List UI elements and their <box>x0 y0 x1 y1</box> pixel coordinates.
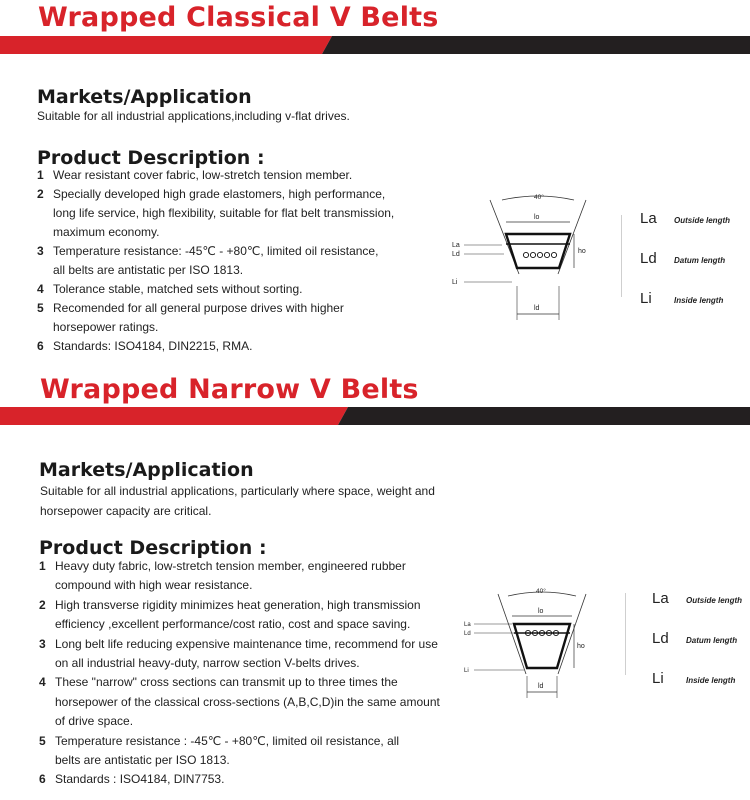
angle-label: 40° <box>536 588 546 595</box>
item-text: These "narrow" cross sections can transmit up to three times the horsepower of the classical cross-sections (A,B,C,D)in the same amount of drive space. <box>55 675 440 729</box>
Ld-label: Ld <box>452 251 460 258</box>
legend-symbol: Li <box>652 670 664 687</box>
classical-header-band <box>0 36 750 54</box>
list-item <box>37 166 407 185</box>
item-number: 4 <box>37 282 44 296</box>
La-label: La <box>464 622 471 628</box>
item-text: Recomended for all general purpose drives with higher horsepower ratings. <box>53 301 344 334</box>
item-number: 5 <box>37 301 44 315</box>
item-number: 3 <box>39 636 46 651</box>
classical-section <box>0 0 750 360</box>
Li-label: Li <box>464 668 469 674</box>
legend-row-li <box>652 670 735 688</box>
legend-symbol: Ld <box>640 250 657 267</box>
legend-row-li <box>640 290 723 308</box>
legend-label: Inside length <box>686 676 736 685</box>
angle-label: 40° <box>534 194 544 201</box>
item-text: Specially developed high grade elastomers, high performance, long life service, high flexibility, suitable for flat belt transmission, maximum economy. <box>53 187 395 239</box>
legend-symbol: Li <box>640 290 652 307</box>
legend-label: Outside length <box>686 596 742 605</box>
ld-bottom-label: ld <box>534 305 540 312</box>
legend-row-la <box>640 210 730 228</box>
ho-label: ho <box>578 248 586 255</box>
legend-symbol: La <box>652 590 669 607</box>
Li-label: Li <box>452 279 458 286</box>
legend-label: Inside length <box>674 296 724 305</box>
classical-product-heading: Product Description : <box>37 147 265 169</box>
narrow-title: Wrapped Narrow V Belts <box>40 374 419 405</box>
narrow-markets-text: Suitable for all industrial applications, particularly where space, weight and horsepower capacity are critical. <box>40 484 435 518</box>
item-text: High transverse rigidity minimizes heat generation, high transmission efficiency ,excellent performance/cost ratio, cost and space saving. <box>55 597 421 632</box>
classical-title: Wrapped Classical V Belts <box>38 2 439 33</box>
item-text: Standards : ISO4184, DIN7753. <box>55 772 225 787</box>
item-text: Wear resistant cover fabric, low-stretch tension member. <box>53 168 353 182</box>
list-item <box>39 732 400 771</box>
list-item <box>37 280 407 299</box>
narrow-description-list <box>39 557 439 790</box>
item-number: 5 <box>39 733 46 748</box>
list-item <box>39 635 450 674</box>
narrow-belt-cross-section-diagram <box>450 586 620 716</box>
item-number: 6 <box>37 339 44 353</box>
lo-label: lo <box>534 214 540 221</box>
lo-label: lo <box>538 608 544 615</box>
item-text: Temperature resistance: -45℃ - +80℃, limited oil resistance, all belts are antistatic per ISO 1813. <box>53 244 379 277</box>
list-item <box>39 596 435 635</box>
classical-markets-heading: Markets/Application <box>37 86 252 108</box>
classical-divider <box>621 215 622 297</box>
item-number: 1 <box>39 559 46 573</box>
list-item <box>37 337 407 356</box>
legend-symbol: Ld <box>652 630 669 647</box>
narrow-divider <box>625 593 626 675</box>
legend-row-ld <box>640 250 725 268</box>
item-number: 6 <box>39 772 46 787</box>
legend-symbol: La <box>640 210 657 227</box>
item-text: Standards: ISO4184, DIN2215, RMA. <box>53 339 253 353</box>
item-number: 4 <box>39 675 46 690</box>
list-item <box>39 557 425 596</box>
item-text: Tolerance stable, matched sets without sorting. <box>53 282 303 296</box>
ho-label: ho <box>577 643 585 650</box>
legend-row-ld <box>652 630 737 648</box>
legend-label: Datum length <box>686 636 738 645</box>
narrow-header-band <box>0 407 750 425</box>
list-item <box>37 242 383 280</box>
item-text: Long belt life reducing expensive maintenance time, recommend for use on all industrial heavy-duty, narrow section V-belts drives. <box>55 636 438 671</box>
item-number: 2 <box>39 597 46 612</box>
item-text: Temperature resistance : -45℃ - +80℃, limited oil resistance, all belts are antistatic per ISO 1813. <box>55 733 400 768</box>
Ld-label: Ld <box>464 631 471 637</box>
legend-label: Datum length <box>674 256 726 265</box>
ld-bottom-label: ld <box>538 683 544 690</box>
list-item <box>37 299 353 337</box>
narrow-markets-heading: Markets/Application <box>39 459 254 481</box>
classical-description-list <box>37 166 407 356</box>
narrow-product-heading: Product Description : <box>39 537 267 559</box>
item-text: Heavy duty fabric, low-stretch tension member, engineered rubber compound with high wear resistance. <box>55 559 406 593</box>
legend-label: Outside length <box>674 216 730 225</box>
legend-row-la <box>652 590 742 608</box>
list-item <box>39 673 450 731</box>
classical-markets-text: Suitable for all industrial applications,including v-flat drives. <box>37 109 350 123</box>
list-item <box>39 770 439 789</box>
narrow-section <box>0 370 750 800</box>
La-label: La <box>452 242 460 249</box>
item-number: 3 <box>37 244 44 258</box>
item-number: 1 <box>37 168 44 182</box>
item-number: 2 <box>37 187 44 201</box>
list-item <box>37 185 398 242</box>
classical-belt-cross-section-diagram <box>440 190 610 320</box>
